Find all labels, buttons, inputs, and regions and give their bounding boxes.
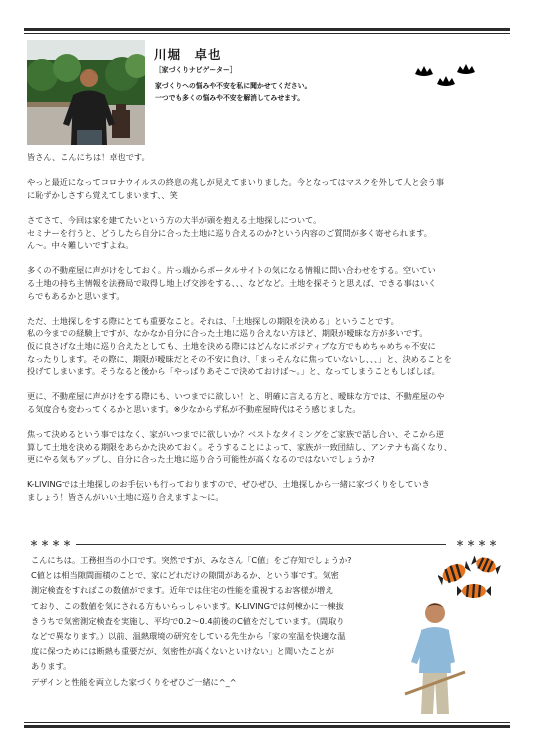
column-separator xyxy=(76,544,446,545)
column-line: 度に保つためには断熱も重要だが、気密性が高くないといけない」と聞いたことが xyxy=(31,646,334,657)
article-line: セミナーを行うと、どうしたら自分に合った土地に巡り合えるのか?という内容のご質問が多く寄せられます。 xyxy=(27,227,432,238)
article-line: 多くの不動産屋に声がけをしておく。片っ端からポータルサイトの気になる情報に問い合わせをする。空いてい xyxy=(27,265,436,276)
column-line: 測定検査をすればこの数値がでます。近年では住宅の性能を重視するお客様が増え xyxy=(31,585,334,596)
column-line: こんにちは。工務担当の小口です。突然ですが、みなさん「C値」をご存知でしょうか? xyxy=(31,555,352,565)
top-rule-thin xyxy=(24,33,510,34)
article-line: らでもあるかと思います。 xyxy=(27,290,125,301)
column-body xyxy=(31,553,403,690)
paragraph-spacer xyxy=(27,201,512,214)
top-rule-thick xyxy=(24,28,510,31)
article-line: 更に、不動産屋に声がけをする際にも、いつまでに欲しい！と、明確に言える方と、曖昧な方では、不動産屋のや xyxy=(27,391,445,402)
article-line: ましょう！皆さんがいい土地に巡り合えますよ〜に。 xyxy=(27,492,224,503)
article-line: K-LIVINGでは土地探しのお手伝いも行っておりますので、ぜひぜひ、土地探しから一緒に家づくりをしていき xyxy=(27,479,430,490)
article-line: ん〜。中々難しいですよね。 xyxy=(27,240,134,251)
paragraph-spacer xyxy=(27,302,512,315)
profile-role: ［家づくりナビゲーター］ xyxy=(155,66,237,74)
article-line: 投げてしまいます。そうなると後から「やっぱりあそこで決めておけば〜。」と、なってしまうこともしばしば。 xyxy=(27,366,440,377)
article-line: 算して土地を決める期限をあらかた決めておく。そうすることによって、家族が一致団結し、アンテナも高くなり、 xyxy=(27,441,453,452)
column-line: などで異なります。）以前、温熱環境の研究をしている先生から「家の室温を快適な温 xyxy=(31,631,346,642)
article-line: なったりします。その際に、期限が曖昧だとその不安に負け、「まっそんなに焦っていないし、、、」と、決めることを xyxy=(27,353,452,364)
article-line: に恥ずかしさすら覚えてしまいます、、笑 xyxy=(27,189,178,200)
paragraph-spacer xyxy=(27,378,512,391)
column-line: デザインと性能を両立した家づくりをぜひご一緒に^_^ xyxy=(31,676,237,687)
article-line: ただ、土地探しをする際にとても重要なこと。それは、「土地探しの期限を決める」ということです。 xyxy=(27,315,399,326)
paragraph-spacer xyxy=(27,466,512,479)
article-line: 仮に良さげな土地に巡り合えたとしても、土地を決める際にはどんなにポジティブな方でもめちゃめちゃ不安に xyxy=(27,340,436,351)
profile-photo xyxy=(27,40,145,145)
staff-photo xyxy=(403,598,467,716)
paragraph-spacer xyxy=(27,164,512,177)
article-line: 焦って決めるという事ではなく、家がいつまでに欲しいか？ベストなタイミングをご家族で話し合い、そこから逆 xyxy=(27,429,445,440)
article-line: る土地の持ち主情報を法務局で取得し地上げ交渉をする、、、などなど。土地を探そうと思えば、できる事はいく xyxy=(27,277,437,288)
profile-message-line: 一つでも多くの悩みや不安を解消してみせます。 xyxy=(155,94,304,102)
article-body xyxy=(27,151,512,504)
article-line: 皆さん、こんにちは！卓也です。 xyxy=(27,152,150,162)
column-line: きうちで気密測定検査を実施し、平均で0.2〜0.4前後のC値をだしています。（間取り xyxy=(31,615,345,626)
article-line: 更にやる気もアップし、自分に合った土地に巡り合う可能性が高くなるのではないでしょうか? xyxy=(27,454,375,465)
stars-left: ＊＊＊＊ xyxy=(30,539,74,548)
article-line: 私の今までの経験上ですが、なかなか自分に合った土地に巡り合えない方ほど、期限が曖昧な方が多いです。 xyxy=(27,328,428,339)
column-line: ており、この数値を気にされる方もいらっしゃいます。K-LIVINGでは何棟かに一棟抜 xyxy=(31,600,344,611)
bat-decoration xyxy=(405,62,485,98)
paragraph-spacer xyxy=(27,252,512,265)
article-line: さてさて、今回は家を建てたいという方の大半が頭を抱える土地探しについて。 xyxy=(27,214,322,225)
article-line: る気度合も変わってくるかと思います。※少なからず私が不動産屋時代はそう感じました。 xyxy=(27,403,361,414)
column-line: C値とは相当隙間面積のことで、家にどれだけの隙間があるか、という事です。気密 xyxy=(31,570,339,581)
bottom-rule-thin xyxy=(24,722,510,723)
article-line: やっと最近になってコロナウイルスの終息の兆しが見えてまいりました。今となってはマスクを外して人と会う事 xyxy=(27,177,445,188)
profile-message-line: 家づくりへの悩みや不安を私に聞かせてください。 xyxy=(155,82,312,90)
paragraph-spacer xyxy=(27,415,512,428)
bottom-rule-thick xyxy=(24,725,510,728)
stars-right: ＊＊＊＊ xyxy=(456,539,500,548)
profile-name: 川堀 卓也 xyxy=(154,47,222,62)
column-line: あります。 xyxy=(31,661,72,672)
